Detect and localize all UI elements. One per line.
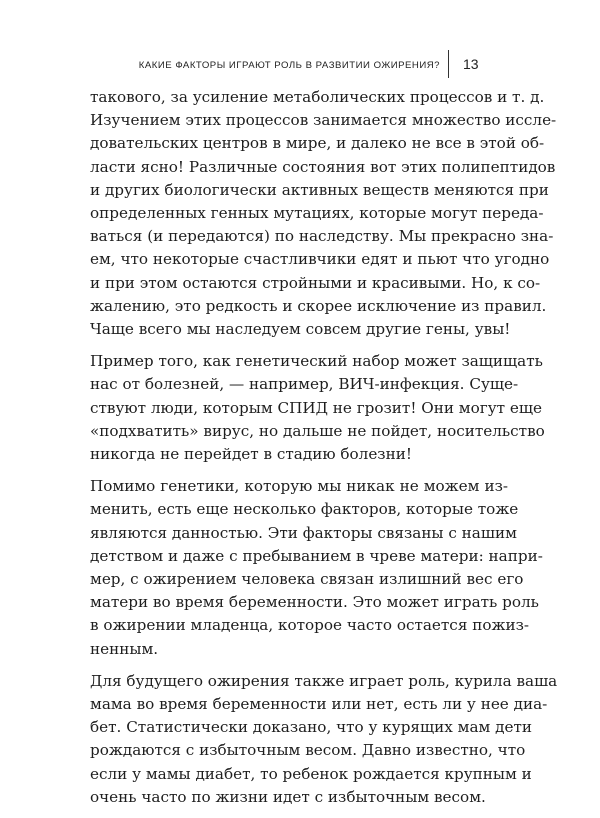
text-line: Помимо генетики, которую мы никак не можем из-: [90, 477, 508, 496]
text-line: мама во время беременности или нет, есть ли у нее диа-: [90, 695, 548, 714]
text-line: довательских центров в мире, и далеко не все в этой об-: [90, 134, 545, 153]
text-line: ваться (и передаются) по наследству. Мы прекрасно зна-: [90, 227, 554, 246]
text-line: детством и даже с пребыванием в чреве матери: напри-: [90, 546, 543, 565]
text-line: нас от болезней, — например, ВИЧ-инфекция. Суще-: [90, 375, 519, 394]
paragraph: [90, 86, 557, 341]
text-line: определенных генных мутациях, которые могут переда-: [90, 204, 544, 223]
paragraph: [90, 350, 545, 466]
text-line: бет. Статистически доказано, что у курящих мам дети: [90, 718, 533, 737]
text-line: рождаются с избыточным весом. Давно известно, что: [90, 741, 526, 760]
text-line: «подхватить» вирус, но дальше не пойдет, носительство: [90, 421, 545, 440]
text-line: Чаще всего мы наследуем совсем другие гены, увы!: [90, 320, 511, 339]
text-line: ем, что некоторые счастливчики едят и пьют что угодно: [90, 250, 550, 269]
paragraph: [90, 475, 543, 661]
header-divider: [448, 50, 449, 78]
text-line: в ожирении младенца, которое часто остается пожиз-: [90, 616, 529, 635]
text-line: матери во время беременности. Это может играть роль: [90, 593, 539, 612]
text-line: ствуют люди, которым СПИД не грозит! Они могут еще: [90, 398, 542, 417]
text-line: являются данностью. Эти факторы связаны с нашим: [90, 523, 517, 542]
text-line: ласти ясно! Различные состояния вот этих полипептидов: [90, 157, 556, 176]
text-line: если у мамы диабет, то ребенок рождается крупным и: [90, 764, 532, 783]
page-number: 13: [463, 56, 479, 72]
text-line: очень часто по жизни идет с избыточным весом.: [90, 787, 486, 806]
running-title: КАКИЕ ФАКТОРЫ ИГРАЮТ РОЛЬ В РАЗВИТИИ ОЖИРЕНИЯ?: [138, 60, 440, 71]
text-line: ненным.: [90, 639, 159, 658]
text-line: Изучением этих процессов занимается множество иссле-: [90, 111, 557, 130]
text-line: Пример того, как генетический набор может защищать: [90, 352, 543, 371]
text-line: Для будущего ожирения также играет роль, курила ваша: [90, 671, 558, 690]
text-line: такового, за усиление метаболических процессов и т. д.: [90, 88, 545, 106]
text-line: и других биологически активных веществ меняются при: [90, 180, 549, 199]
running-head: [0, 50, 600, 78]
paragraph: [90, 670, 558, 809]
text-line: жалению, это редкость и скорее исключение из правил.: [90, 296, 547, 315]
body-text: [90, 86, 558, 818]
text-line: никогда не перейдет в стадию болезни!: [90, 445, 412, 464]
text-line: мер, с ожирением человека связан излишний вес его: [90, 570, 524, 589]
text-line: менить, есть еще несколько факторов, которые тоже: [90, 500, 519, 519]
text-line: и при этом остаются стройными и красивыми. Но, к со-: [90, 273, 541, 292]
